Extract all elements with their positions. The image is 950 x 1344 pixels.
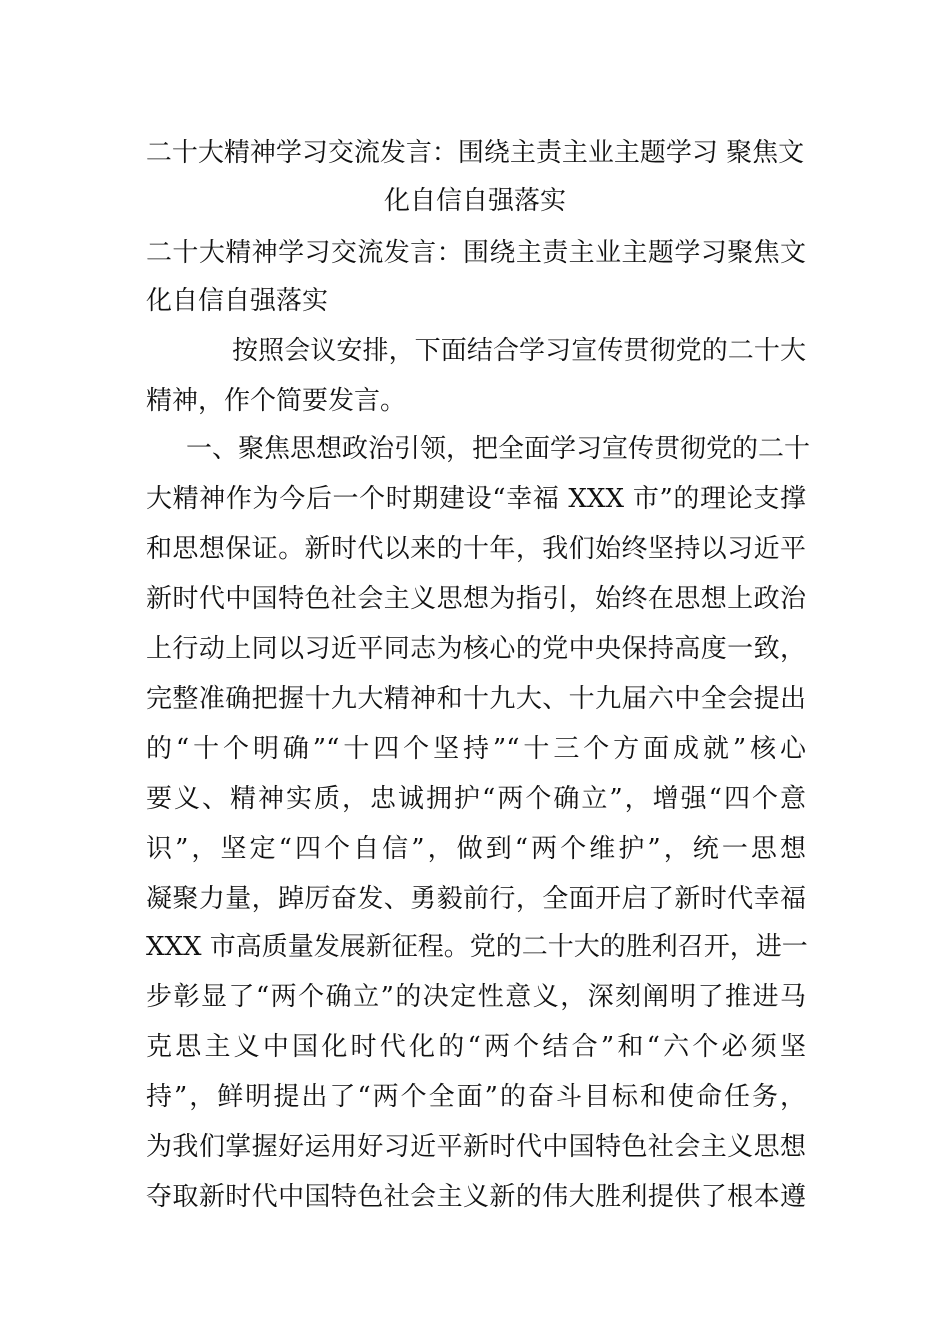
title-line-2: 化自信自强落实	[383, 186, 566, 216]
section1-line-2: 大精神作为今后一个时期建设“幸福 XXX 市”的理论支撑	[146, 484, 806, 514]
subtitle-line-1: 二十大精神学习交流发言：围绕主责主业主题学习聚焦文	[146, 238, 806, 268]
intro-line-1: 按照会议安排，下面结合学习宣传贯彻党的二十大	[232, 336, 806, 366]
subtitle-line-2: 化自信自强落实	[146, 286, 329, 316]
section1-line-11: XXX 市高质量发展新征程。党的二十大的胜利召开，进一	[146, 932, 808, 962]
section1-line-14: 持”，鲜明提出了“两个全面”的奋斗目标和使命任务，	[146, 1082, 806, 1112]
intro-line-2: 精神，作个简要发言。	[146, 386, 407, 416]
section1-line-10: 凝聚力量，踔厉奋发、勇毅前行，全面开启了新时代幸福	[146, 884, 806, 914]
section1-line-7: 的“十个明确”“十四个坚持”“十三个方面成就”核心	[146, 734, 806, 764]
section1-line-1: 一、聚焦思想政治引领，把全面学习宣传贯彻党的二十	[186, 434, 811, 464]
section1-line-9: 识”，坚定“四个自信”，做到“两个维护”，统一思想	[146, 834, 806, 864]
section1-line-4: 新时代中国特色社会主义思想为指引，始终在思想上政治	[146, 584, 806, 614]
section1-line-6: 完整准确把握十九大精神和十九大、十九届六中全会提出	[146, 684, 806, 714]
section1-line-15: 为我们掌握好运用好习近平新时代中国特色社会主义思想	[146, 1132, 806, 1162]
section1-line-8: 要义、精神实质，忠诚拥护“两个确立”，增强“四个意	[146, 784, 806, 814]
section1-line-13: 克思主义中国化时代化的“两个结合”和“六个必须坚	[146, 1032, 806, 1062]
section1-line-12: 步彰显了“两个确立”的决定性意义，深刻阐明了推进马	[146, 982, 806, 1012]
section1-line-16: 夺取新时代中国特色社会主义新的伟大胜利提供了根本遵	[146, 1182, 806, 1212]
section1-line-5: 上行动上同以习近平同志为核心的党中央保持高度一致，	[146, 634, 806, 664]
title-line-1: 二十大精神学习交流发言：围绕主责主业主题学习 聚焦文	[145, 138, 805, 168]
section1-line-3: 和思想保证。新时代以来的十年，我们始终坚持以习近平	[146, 534, 806, 564]
